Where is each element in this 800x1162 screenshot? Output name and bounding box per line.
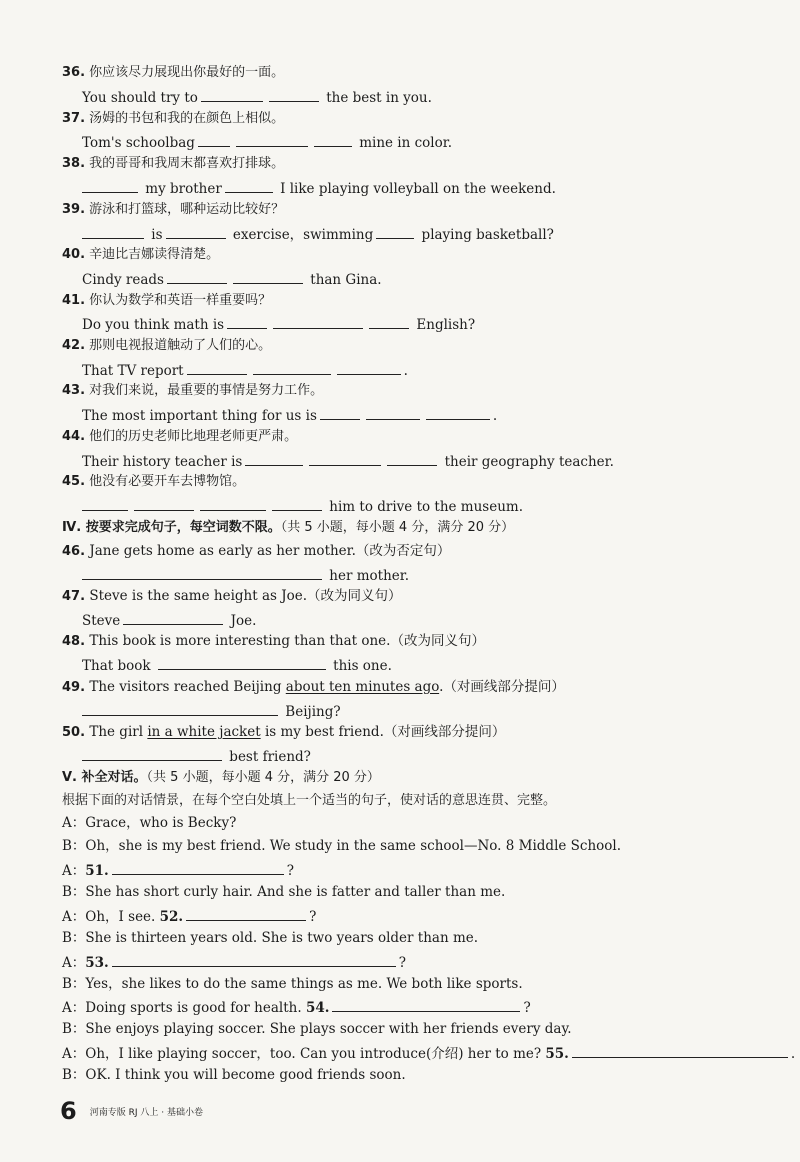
answer-line-45 xyxy=(62,496,780,516)
answer-blank[interactable] xyxy=(273,314,363,329)
page-footer xyxy=(60,1097,203,1125)
question-50 xyxy=(62,723,780,742)
answer-blank[interactable] xyxy=(272,496,322,511)
answer-line-44 xyxy=(62,451,780,471)
answer-blank[interactable] xyxy=(225,178,273,193)
dialogue-line: B：She is thirteen years old. She is two years older than me. xyxy=(62,930,479,946)
sentence-text: Steve xyxy=(82,613,121,629)
sentence-text: . xyxy=(403,363,408,379)
sentence-text: him to drive to the museum. xyxy=(329,499,524,515)
answer-blank[interactable] xyxy=(112,952,396,967)
question-45 xyxy=(62,473,780,491)
chinese-prompt: 游泳和打篮球，哪种运动比较好？ xyxy=(89,202,285,217)
sentence-text: . xyxy=(790,1046,796,1062)
dialogue-line: A：Grace，who is Becky? xyxy=(62,815,237,831)
sentence-text: their geography teacher. xyxy=(444,454,614,470)
question-instruction: .（对画线部分提问） xyxy=(439,679,565,695)
chinese-prompt: 他们的历史老师比地理老师更严肃。 xyxy=(89,429,298,444)
question-38 xyxy=(62,155,780,173)
section-4-heading xyxy=(62,519,780,537)
question-number: 47. xyxy=(62,589,86,604)
dialogue-line-52 xyxy=(62,906,780,926)
answer-blank[interactable] xyxy=(572,1043,788,1058)
answer-blank[interactable] xyxy=(158,655,326,670)
answer-blank[interactable] xyxy=(426,405,490,420)
answer-blank[interactable] xyxy=(314,132,352,147)
chinese-prompt: 我的哥哥和我周末都喜欢打排球。 xyxy=(89,156,285,171)
question-46 xyxy=(62,542,780,561)
chinese-prompt: 对我们来说，最重要的事情是努力工作。 xyxy=(89,383,324,398)
sentence-text: best friend? xyxy=(229,749,311,765)
answer-blank[interactable] xyxy=(369,314,409,329)
question-48 xyxy=(62,632,780,651)
question-number: 42. xyxy=(62,338,86,353)
answer-blank[interactable] xyxy=(186,906,306,921)
sentence-text: A：Oh，I see. xyxy=(62,909,160,925)
sentence-text: ? xyxy=(309,909,317,925)
answer-blank[interactable] xyxy=(82,746,222,761)
answer-blank[interactable] xyxy=(134,496,194,511)
sentence-text: exercise，swimming xyxy=(232,227,374,243)
sentence-text: ? xyxy=(398,955,406,971)
sentence-text: mine in color. xyxy=(359,135,452,151)
question-41 xyxy=(62,292,780,310)
question-36 xyxy=(62,64,780,82)
question-43 xyxy=(62,382,780,400)
answer-line-47 xyxy=(62,610,780,630)
sentence-text: You should try to xyxy=(82,90,198,106)
sentence-text: Do you think math is xyxy=(82,317,225,333)
dialogue-line-53 xyxy=(62,952,780,972)
speaker-label: A： xyxy=(62,955,86,971)
question-number: 51. xyxy=(85,863,109,879)
question-number: 53. xyxy=(85,955,109,971)
section-title: Ⅴ. 补全对话。 xyxy=(62,770,147,785)
answer-blank[interactable] xyxy=(187,360,247,375)
question-text: Steve is the same height as Joe.（改为同义句） xyxy=(89,588,402,604)
sentence-text: Beijing? xyxy=(285,704,341,720)
sentence-text: this one. xyxy=(333,658,392,674)
sentence-text: my brother xyxy=(145,181,222,197)
answer-blank[interactable] xyxy=(112,860,284,875)
underlined-part: in a white jacket xyxy=(147,724,261,740)
answer-line-38 xyxy=(62,178,780,198)
question-42 xyxy=(62,337,780,355)
answer-blank[interactable] xyxy=(227,314,267,329)
sentence-text: A：Doing sports is good for health. xyxy=(62,1000,306,1016)
answer-blank[interactable] xyxy=(245,451,303,466)
dialogue-line: B：OK. I think you will become good friends soon. xyxy=(62,1067,406,1083)
section-5-instruction: 根据下面的对话情景，在每个空白处填上一个适当的句子，使对话的意思连贯、完整。 xyxy=(62,793,557,808)
sentence-text: Joe. xyxy=(230,613,257,629)
answer-line-49 xyxy=(62,701,780,721)
sentence-text: Their history teacher is xyxy=(82,454,243,470)
answer-blank[interactable] xyxy=(253,360,331,375)
question-49 xyxy=(62,678,780,697)
answer-blank[interactable] xyxy=(201,87,263,102)
speaker-label: A： xyxy=(62,863,86,879)
sentence-text: Cindy reads xyxy=(82,272,164,288)
question-number: 36. xyxy=(62,65,86,80)
sentence-text: That book xyxy=(82,658,151,674)
sentence-text: The most important thing for us is xyxy=(82,408,317,424)
dialogue-line: B：Oh，she is my best friend. We study in the same school—No. 8 Middle School. xyxy=(62,838,622,854)
answer-blank[interactable] xyxy=(269,87,319,102)
section-5-heading xyxy=(62,769,780,787)
answer-line-42 xyxy=(62,360,780,380)
answer-blank[interactable] xyxy=(200,496,266,511)
answer-blank[interactable] xyxy=(82,224,144,239)
dialogue-line: B：Yes，she likes to do the same things as me. We both like sports. xyxy=(62,976,523,992)
page-number: 6 xyxy=(60,1097,77,1125)
question-text: The visitors reached Beijing xyxy=(89,679,282,695)
question-44 xyxy=(62,428,780,446)
answer-line-36 xyxy=(62,87,780,107)
answer-line-41 xyxy=(62,314,780,334)
answer-blank[interactable] xyxy=(233,269,303,284)
sentence-text: is xyxy=(151,227,163,243)
sentence-text: That TV report xyxy=(82,363,184,379)
answer-blank[interactable] xyxy=(82,565,322,580)
dialogue-line: B：She enjoys playing soccer. She plays soccer with her friends every day. xyxy=(62,1021,572,1037)
chinese-prompt: 他没有必要开车去博物馆。 xyxy=(89,474,246,489)
question-number: 52. xyxy=(159,909,184,925)
answer-blank[interactable] xyxy=(376,224,414,239)
sentence-text: playing basketball? xyxy=(421,227,554,243)
answer-line-48 xyxy=(62,655,780,675)
answer-blank[interactable] xyxy=(366,405,420,420)
question-number: 37. xyxy=(62,111,86,126)
dialogue-line-51 xyxy=(62,860,780,880)
question-37 xyxy=(62,110,780,128)
sentence-text: Tom's schoolbag xyxy=(82,135,195,151)
section-title: Ⅳ. 按要求完成句子，每空词数不限。 xyxy=(62,520,281,535)
answer-blank[interactable] xyxy=(82,701,278,716)
footer-source: 河南专版 RJ 八上 · 基础小卷 xyxy=(89,1107,204,1118)
answer-blank[interactable] xyxy=(332,997,520,1012)
answer-line-43 xyxy=(62,405,780,425)
answer-line-40 xyxy=(62,269,780,289)
question-47 xyxy=(62,587,780,606)
answer-line-46 xyxy=(62,565,780,585)
question-number: 55. xyxy=(545,1046,569,1062)
question-number: 44. xyxy=(62,429,86,444)
sentence-text: A：Oh，I like playing soccer，too. Can you introduce(介绍) her to me? xyxy=(62,1046,546,1062)
underlined-part: about ten minutes ago xyxy=(285,679,440,695)
answer-blank[interactable] xyxy=(82,496,128,511)
chinese-prompt: 辛迪比吉娜读得清楚。 xyxy=(89,247,220,262)
sentence-text: ? xyxy=(523,1000,531,1016)
chinese-prompt: 那则电视报道触动了人们的心。 xyxy=(89,338,272,353)
question-number: 43. xyxy=(62,383,86,398)
section-points: （共 5 小题，每小题 4 分，满分 20 分） xyxy=(146,770,380,785)
answer-blank[interactable] xyxy=(123,610,223,625)
answer-blank[interactable] xyxy=(320,405,360,420)
answer-blank[interactable] xyxy=(236,132,308,147)
section-points: （共 5 小题，每小题 4 分，满分 20 分） xyxy=(280,520,515,535)
sentence-text: the best in you. xyxy=(326,90,432,106)
answer-blank[interactable] xyxy=(309,451,381,466)
question-number: 54. xyxy=(305,1000,330,1016)
question-instruction: is my best friend.（对画线部分提问） xyxy=(264,724,506,740)
question-number: 48. xyxy=(62,634,86,649)
question-number: 50. xyxy=(62,725,86,740)
question-text: The girl xyxy=(89,724,144,740)
sentence-text: than Gina. xyxy=(310,272,382,288)
question-40 xyxy=(62,246,780,264)
sentence-text: I like playing volleyball on the weekend. xyxy=(280,181,556,197)
answer-blank[interactable] xyxy=(166,224,226,239)
dialogue-line: B：She has short curly hair. And she is fatter and taller than me. xyxy=(62,884,506,900)
answer-blank[interactable] xyxy=(198,132,230,147)
sentence-text: . xyxy=(492,408,498,424)
answer-blank[interactable] xyxy=(337,360,401,375)
question-number: 38. xyxy=(62,156,86,171)
question-number: 49. xyxy=(62,680,86,695)
question-39 xyxy=(62,201,780,219)
dialogue-line-54 xyxy=(62,997,780,1017)
chinese-prompt: 你应该尽力展现出你最好的一面。 xyxy=(89,65,285,80)
answer-line-39 xyxy=(62,224,780,244)
chinese-prompt: 汤姆的书包和我的在颜色上相似。 xyxy=(89,111,285,126)
question-number: 46. xyxy=(62,544,86,559)
answer-line-37 xyxy=(62,132,780,152)
question-number: 41. xyxy=(62,293,86,308)
answer-blank[interactable] xyxy=(82,178,138,193)
chinese-prompt: 你认为数学和英语一样重要吗？ xyxy=(89,293,272,308)
sentence-text: her mother. xyxy=(329,568,410,584)
sentence-text: English? xyxy=(416,317,476,333)
question-text: This book is more interesting than that one.（改为同义句） xyxy=(89,633,485,649)
sentence-text: ? xyxy=(286,863,294,879)
question-number: 45. xyxy=(62,474,86,489)
question-text: Jane gets home as early as her mother.（改为否定句） xyxy=(89,543,451,559)
answer-line-50 xyxy=(62,746,780,766)
answer-blank[interactable] xyxy=(167,269,227,284)
question-number: 40. xyxy=(62,247,86,262)
question-number: 39. xyxy=(62,202,86,217)
dialogue-line-55 xyxy=(62,1043,796,1063)
answer-blank[interactable] xyxy=(387,451,437,466)
